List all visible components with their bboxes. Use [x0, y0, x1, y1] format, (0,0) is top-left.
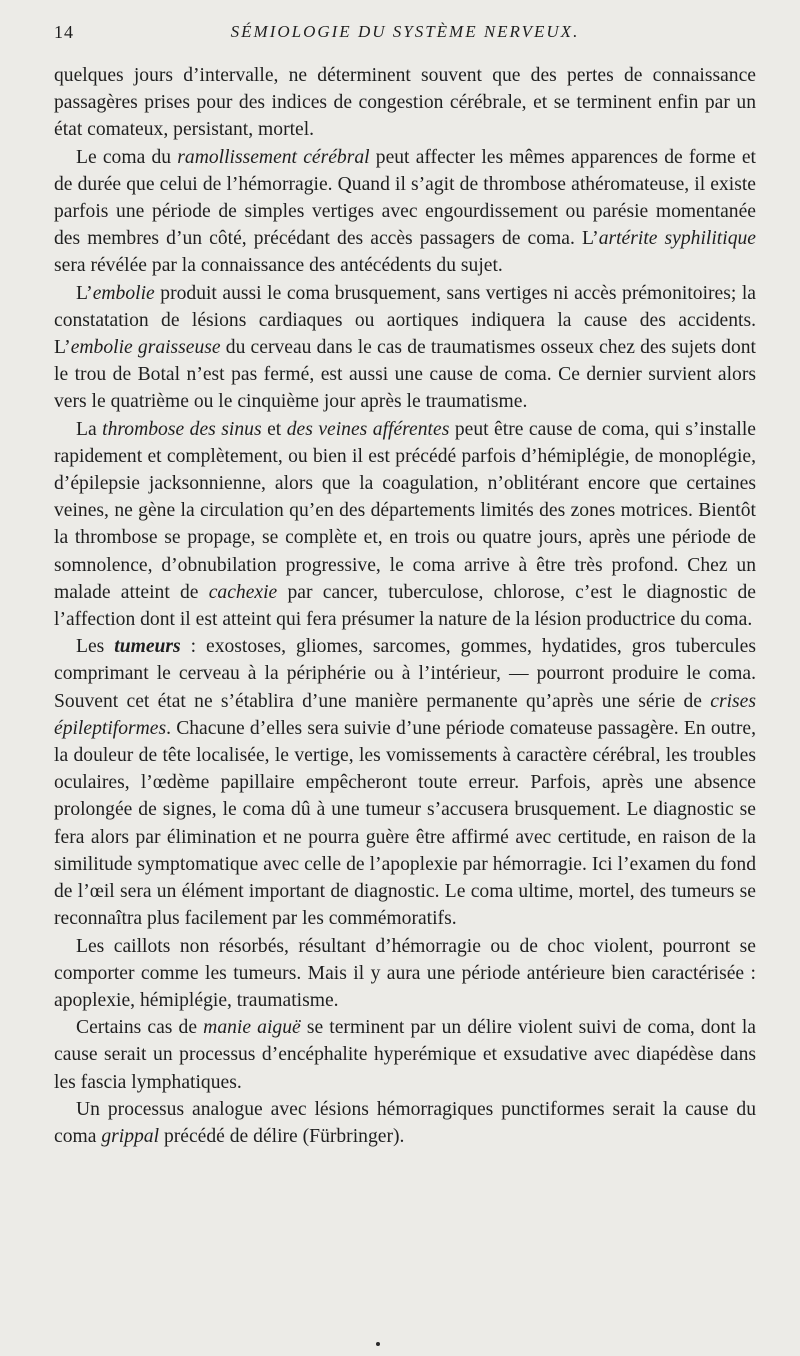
paragraph: [54, 280, 756, 416]
running-header: [54, 22, 756, 56]
emphasis-text: embolie: [92, 282, 155, 304]
emphasis-text: crises épileptiformes: [54, 690, 756, 739]
body-text: [54, 62, 756, 1150]
paragraph: [54, 416, 756, 634]
paragraph: [54, 144, 756, 280]
text-run: La: [76, 418, 103, 440]
emphasis-text: embolie graisseuse: [70, 337, 221, 359]
text-run: Un processus analogue avec lésions hémorragiques punctiformes serait la cause du coma: [54, 1098, 756, 1147]
text-run: Certains cas de: [76, 1017, 204, 1039]
text-run: peut affecter les mêmes apparences de forme et de durée que celui de l’hémorragie. Quand il s’agit de thrombose athéromateuse, il existe parfois une période de simples vertiges avec engourdissement ou parésie momentanée des membres d’un côté, précédant des accès passagers de coma. L’: [54, 146, 756, 250]
text-run: sera révélée par la connaissance des antécédents du sujet.: [54, 255, 503, 277]
running-title: SÉMIOLOGIE DU SYSTÈME NERVEUX.: [230, 22, 580, 41]
paragraph: [54, 1014, 756, 1096]
text-run: Le coma du: [76, 146, 178, 168]
text-run: : exostoses, gliomes, sarcomes, gommes, hydatides, gros tubercules comprimant le cerveau à la périphérie ou à l’intérieur, — pourront produire le coma. Souvent cet état ne s’établira d’une manière permanente qu’après une série de: [54, 636, 756, 712]
emphasis-text: thrombose des sinus: [102, 418, 262, 440]
emphasis-text: tumeurs: [114, 636, 181, 658]
text-run: du cerveau dans le cas de traumatismes osseux chez des sujets dont le trou de Botal n’est pas fermé, est aussi une cause de coma. Ce dernier survient alors vers le quatrième ou le cinquième jour après le traumatisme.: [54, 337, 756, 413]
emphasis-text: manie aiguë: [203, 1017, 301, 1039]
paragraph: [54, 633, 756, 932]
ink-dot: [376, 1342, 380, 1346]
emphasis-text: grippal: [101, 1125, 160, 1147]
text-run: Les: [76, 636, 115, 658]
emphasis-text: ramollissement cérébral: [177, 146, 370, 168]
emphasis-text: des veines afférentes: [286, 418, 450, 440]
text-run: produit aussi le coma brusquement, sans vertiges ni accès prémonitoires; la constatation de lésions cardiaques ou aortiques indiquera la cause des accidents. L’: [54, 282, 756, 359]
text-run: Les caillots non résorbés, résultant d’hémorragie ou de choc violent, pourront se comporter comme les tumeurs. Mais il y aura une période antérieure bien caractérisée : apoplexie, hémiplégie, traumatisme.: [54, 935, 756, 1011]
text-run: peut être cause de coma, qui s’installe rapidement et complètement, ou bien il est précédé parfois d’hémiplégie, de monoplégie, d’épilepsie jacksonnienne, alors que la coagulation, n’oblitérant encore que certaines veines, ne gène la circulation qu’en des départements limités des zones motrices. Bientôt la thrombose se propage, se complète et, en trois ou quatre jours, après une période de somnolence, d’obnubilation progressive, le coma arrive à être très profond. Chez un malade atteint de: [54, 418, 756, 603]
emphasis-text: cachexie: [208, 581, 278, 603]
page-number: 14: [54, 22, 74, 42]
text-run: . Chacune d’elles sera suivie d’une période comateuse passagère. En outre, la douleur de tête localisée, le vertige, les vomissements à caractère cérébral, les troubles oculaires, l’œdème papillaire empêcheront toute erreur. Parfois, après une absence prolongée de signes, le coma dû à une tumeur s’accusera brusquement. Le diagnostic se fera alors par élimination et ne pourra guère être affirmé avec certitude, en raison de la similitude symptomatique avec celle de l’apoplexie par hémorragie. Ici l’examen du fond de l’œil sera un élément important de diagnostic. Le coma ultime, mortel, des tumeurs se reconnaîtra plus facilement par les commémoratifs.: [54, 717, 756, 930]
emphasis-text: artérite syphilitique: [598, 228, 756, 250]
text-run: L’: [76, 282, 93, 304]
text-run: précédé de délire (Fürbringer).: [159, 1125, 405, 1147]
text-run: par cancer, tuberculose, chlorose, c’est le diagnostic de l’affection dont il est atteint qui fera présumer la nature de la lésion productrice du coma.: [54, 581, 757, 631]
text-run: et: [261, 418, 287, 440]
text-run: quelques jours d’intervalle, ne déterminent souvent que des pertes de connaissance passagères prises pour des indices de congestion cérébrale, et se terminent enfin par un état comateux, persistant, mortel.: [54, 65, 756, 141]
paragraph: [54, 62, 756, 144]
paragraph: [54, 933, 756, 1015]
paragraph: [54, 1096, 756, 1150]
text-run: se terminent par un délire violent suivi de coma, dont la cause serait un processus d’encéphalite hyperémique et exsudative avec diapédèse dans les fascia lymphatiques.: [54, 1017, 756, 1093]
